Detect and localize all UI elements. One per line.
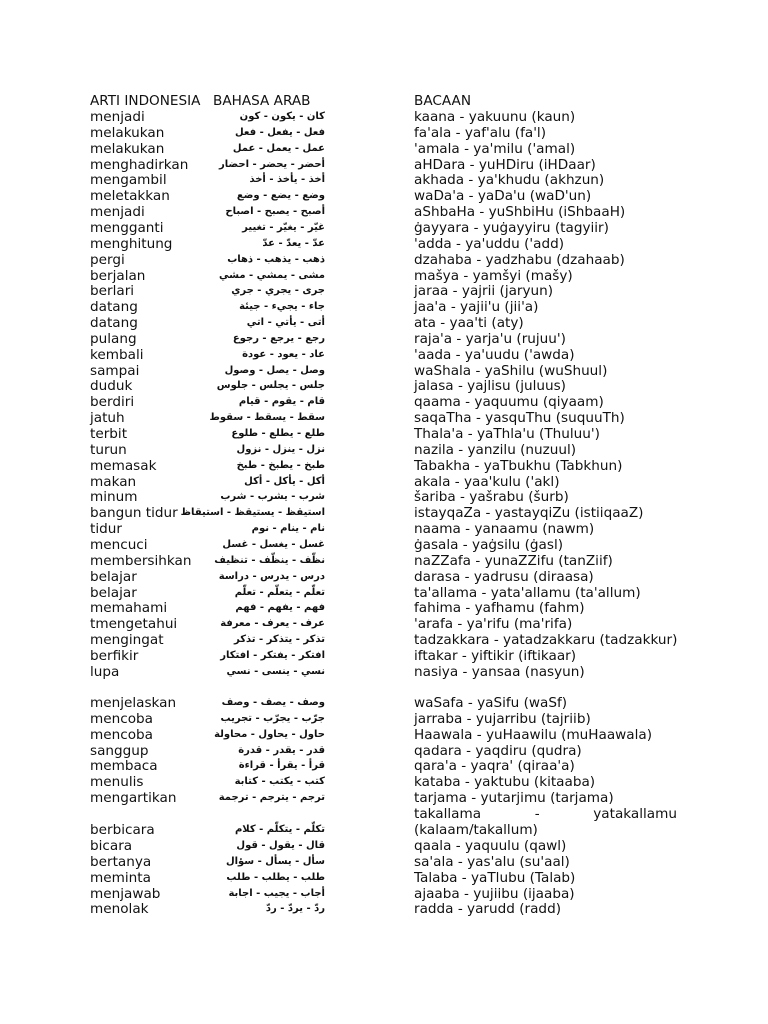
- word-indonesia: sampai: [90, 362, 140, 379]
- word-indonesia: mengganti: [90, 219, 164, 236]
- word-bacaan: ta'allama - yata'allamu (ta'allum): [414, 584, 641, 601]
- word-indonesia: duduk: [90, 378, 133, 395]
- word-arab: وصل - يصل - وصول: [224, 364, 325, 376]
- vocab-row: [0, 458, 768, 474]
- word-bacaan: kataba - yaktubu (kitaaba): [414, 774, 596, 791]
- vocab-row: [0, 157, 768, 173]
- vocab-row: [0, 474, 768, 490]
- word-indonesia: berjalan: [90, 267, 146, 284]
- word-indonesia: terbit: [90, 426, 128, 442]
- vocab-row: [0, 252, 768, 268]
- word-arab: ترجم - يترجم - ترجمة: [218, 792, 325, 804]
- word-bacaan: akhada - ya'khudu (akhzun): [414, 172, 605, 189]
- vocab-row: [0, 569, 768, 585]
- vocab-row: [0, 299, 768, 315]
- word-arab: أكل - يأكل - أكل: [244, 475, 325, 487]
- word-bacaan: ata - yaa'ti (aty): [414, 315, 524, 332]
- word-arab: جاء - يجيء - جيئة: [239, 301, 325, 313]
- word-indonesia: belajar: [90, 568, 137, 585]
- word-bacaan: qadara - yaqdiru (qudra): [414, 742, 582, 759]
- vocab-row: [0, 172, 768, 188]
- word-arab: غسل - يغسل - غسل: [222, 538, 325, 550]
- word-bacaan: ġayyara - yuġayyiru (tagyiir): [414, 219, 609, 236]
- word-indonesia: pergi: [90, 251, 125, 268]
- word-arab: نسي - ينسى - نسي: [226, 665, 325, 677]
- vocab-row: [0, 727, 768, 743]
- word-arab: تكلّم - يتكلّم - كلام: [234, 824, 325, 835]
- vocab-row: [0, 616, 768, 632]
- word-indonesia: mengingat: [90, 632, 164, 649]
- word-indonesia: minum: [90, 489, 138, 506]
- word-indonesia: melakukan: [90, 124, 165, 141]
- word-bacaan: kaana - yakuunu (kaun): [414, 109, 576, 125]
- vocab-row: [0, 758, 768, 774]
- word-indonesia: melakukan: [90, 140, 165, 157]
- word-bacaan: darasa - yadrusu (diraasa): [414, 568, 594, 585]
- vocab-row: [0, 632, 768, 648]
- word-arab: استيقظ - يستيقظ - استيقاظ: [180, 507, 325, 519]
- word-bacaan: fahima - yafhamu (fahm): [414, 600, 585, 617]
- vocab-row: [0, 505, 768, 521]
- word-arab: نزل - ينزل - نزول: [236, 443, 325, 455]
- vocab-row: [0, 109, 768, 125]
- word-bacaan: jarraba - yujarribu (tajriib): [414, 710, 591, 727]
- word-bacaan: nasiya - yansaa (nasyun): [414, 663, 585, 680]
- vocab-row: [0, 870, 768, 886]
- word-arab: عرف - يعرف - معرفة: [220, 618, 325, 630]
- vocab-row: [0, 901, 768, 917]
- word-bacaan: 'aada - ya'uudu ('awda): [414, 346, 575, 363]
- word-indonesia: menjawab: [90, 885, 161, 902]
- word-indonesia: menghitung: [90, 235, 173, 252]
- word-bacaan: naama - yanaamu (nawm): [414, 521, 595, 538]
- word-indonesia: lupa: [90, 663, 120, 680]
- word-arab: تعلّم - يتعلّم - تعلّم: [234, 586, 325, 598]
- word-bacaan: istayqaZa - yastayqiZu (istiiqaaZ): [414, 505, 644, 522]
- bacaan-dash: -: [534, 806, 540, 822]
- vocab-row: [0, 838, 768, 854]
- vocab-row: [0, 521, 768, 537]
- word-indonesia: bicara: [90, 838, 133, 854]
- word-indonesia: membaca: [90, 758, 158, 775]
- word-bacaan: qaama - yaquumu (qiyaam): [414, 394, 604, 411]
- vocab-row: [0, 442, 768, 458]
- vocab-row: [0, 188, 768, 204]
- vocab-row: [0, 220, 768, 236]
- word-indonesia: tidur: [90, 521, 122, 538]
- word-indonesia: meminta: [90, 869, 151, 886]
- word-indonesia: tmengetahui: [90, 616, 178, 633]
- vocab-row: [0, 315, 768, 331]
- word-bacaan: waDa'a - yaDa'u (waD'un): [414, 188, 592, 205]
- word-bacaan: mašya - yamšyi (mašy): [414, 267, 573, 284]
- word-indonesia: berdiri: [90, 394, 135, 411]
- word-bacaan: tarjama - yutarjimu (tarjama): [414, 790, 614, 807]
- word-indonesia: makan: [90, 473, 137, 490]
- word-bacaan: 'adda - ya'uddu ('add): [414, 235, 565, 252]
- word-bacaan: ġasala - yaġsilu (ġasl): [414, 536, 564, 553]
- word-indonesia: berlari: [90, 283, 135, 300]
- word-arab: افتكر - يفتكر - افتكار: [220, 649, 325, 661]
- word-indonesia: mencoba: [90, 710, 153, 727]
- word-indonesia: bangun tidur: [90, 505, 178, 522]
- word-arab: قال - يقول - قول: [236, 840, 325, 851]
- word-indonesia: menjadi: [90, 109, 145, 125]
- word-bacaan-line2: (kalaam/takallum): [414, 822, 538, 838]
- vocab-row: [0, 331, 768, 347]
- word-indonesia: menjadi: [90, 204, 145, 221]
- word-bacaan: jaraa - yajrii (jaryun): [414, 283, 554, 300]
- word-arab: فهم - يفهم - فهم: [235, 602, 325, 614]
- word-bacaan: fa'ala - yaf'alu (fa'l): [414, 124, 547, 141]
- bacaan-part: takallama: [414, 806, 482, 822]
- vocab-row: [0, 806, 768, 838]
- word-arab: سقط - يسقط - سقوط: [209, 412, 325, 424]
- word-arab: طبخ - يطبخ - طبخ: [236, 459, 325, 471]
- word-arab: كتب - يكتب - كتابة: [234, 776, 325, 788]
- vocab-row: [0, 854, 768, 870]
- word-arab: عدّ - يعدّ - عدّ: [262, 237, 325, 249]
- word-arab: قرأ - يقرأ - قراءة: [238, 760, 325, 772]
- header-indonesia: ARTI INDONESIA: [90, 93, 201, 109]
- word-arab: أحضر - يحضر - احضار: [219, 158, 325, 170]
- vocab-row: [0, 711, 768, 727]
- word-arab: أجاب - يجيب - اجابة: [228, 887, 325, 899]
- word-indonesia: pulang: [90, 330, 137, 347]
- word-indonesia: datang: [90, 299, 138, 316]
- word-arab: جرى - يجري - جري: [231, 285, 325, 297]
- vocab-row: [0, 268, 768, 284]
- word-indonesia: menulis: [90, 774, 144, 791]
- word-arab: طلع - يطلع - طلوع: [231, 428, 325, 439]
- word-bacaan: waShala - yaShilu (wuShuul): [414, 362, 608, 379]
- word-indonesia: jatuh: [90, 410, 125, 427]
- word-bacaan: sa'ala - yas'alu (su'aal): [414, 853, 570, 870]
- word-bacaan: ajaaba - yujiibu (ijaaba): [414, 885, 575, 902]
- vocab-row: [0, 695, 768, 711]
- word-bacaan: šariba - yašrabu (šurb): [414, 489, 569, 506]
- word-indonesia: belajar: [90, 584, 137, 601]
- word-bacaan: waSafa - yaSifu (waSf): [414, 695, 568, 711]
- vocab-row: [0, 363, 768, 379]
- word-arab: جرّب - يجرّب - تجريب: [220, 712, 325, 724]
- word-bacaan: jalasa - yajlisu (juluus): [414, 378, 566, 395]
- word-indonesia: memahami: [90, 600, 168, 617]
- word-bacaan: 'arafa - ya'rifu (ma'rifa): [414, 616, 573, 633]
- vocab-row: [0, 426, 768, 442]
- word-indonesia: mengartikan: [90, 790, 177, 807]
- vocab-row: [0, 600, 768, 616]
- word-arab: قدر - يقدر - قدرة: [238, 744, 325, 756]
- vocab-row: [0, 489, 768, 505]
- word-bacaan: tadzakkara - yatadzakkaru (tadzakkur): [414, 632, 678, 649]
- vocab-row: [0, 141, 768, 157]
- word-bacaan: radda - yarudd (radd): [414, 901, 561, 918]
- word-arab: ذهب - يذهب - ذهاب: [227, 253, 325, 265]
- vocab-row: [0, 774, 768, 790]
- word-bacaan: aHDara - yuHDiru (iHDaar): [414, 156, 596, 173]
- vocab-row: [0, 204, 768, 220]
- word-arab: فعل - يفعل - فعل: [235, 126, 325, 138]
- word-arab: غيّر - يغيّر - تغيير: [242, 221, 325, 233]
- word-indonesia: menjelaskan: [90, 695, 177, 711]
- bacaan-part: yatakallamu: [593, 806, 677, 822]
- word-bacaan: nazila - yanzilu (nuzuul): [414, 441, 577, 458]
- header-arab: BAHASA ARAB: [213, 93, 311, 109]
- word-arab: ردّ - يردّ - ردّ: [265, 903, 325, 915]
- word-bacaan: dzahaba - yadzhabu (dzahaab): [414, 251, 625, 268]
- vocab-row: [0, 125, 768, 141]
- word-bacaan: Tabakha - yaTbukhu (Tabkhun): [414, 457, 623, 474]
- word-arab: عاد - يعود - عودة: [242, 348, 325, 360]
- word-bacaan: naZZafa - yunaZZifu (tanZiif): [414, 552, 613, 569]
- word-arab: جلس - يجلس - جلوس: [216, 380, 325, 392]
- vocab-row: [0, 347, 768, 363]
- word-arab: أتى - يأتي - اتي: [246, 317, 325, 329]
- word-indonesia: mencuci: [90, 536, 148, 553]
- word-indonesia: kembali: [90, 346, 144, 363]
- word-indonesia: datang: [90, 315, 138, 332]
- word-indonesia: sanggup: [90, 742, 149, 759]
- word-bacaan: Thala'a - yaThla'u (Thuluu'): [414, 426, 600, 442]
- word-arab: نام - ينام - نوم: [251, 523, 325, 535]
- word-arab: حاول - يحاول - محاولة: [214, 728, 325, 740]
- word-bacaan: iftakar - yiftikir (iftikaar): [414, 647, 577, 664]
- vocab-row: [0, 410, 768, 426]
- vocab-row: [0, 236, 768, 252]
- word-indonesia: membersihkan: [90, 552, 192, 569]
- word-arab: وصف - يصف - وصف: [221, 697, 325, 708]
- word-arab: سأل - يسأل - سؤال: [225, 855, 325, 867]
- word-bacaan: aShbaHa - yuShbiHu (iShbaaH): [414, 204, 626, 221]
- word-arab: تذكر - يتذكر - تذكر: [233, 634, 325, 646]
- vocab-row: [0, 886, 768, 902]
- word-arab: عمل - يعمل - عمل: [232, 142, 325, 154]
- word-indonesia: memasak: [90, 457, 157, 474]
- word-arab: قام - يقوم - قيام: [238, 396, 325, 408]
- word-bacaan-line1: [414, 806, 677, 822]
- word-indonesia: menghadirkan: [90, 156, 189, 173]
- word-indonesia: meletakkan: [90, 188, 170, 205]
- word-arab: نظّف - ينظّف - تنظيف: [214, 554, 325, 566]
- header-row: [0, 93, 768, 109]
- header-bacaan: BACAAN: [414, 93, 472, 109]
- vocab-row: [0, 648, 768, 664]
- vocab-row: [0, 585, 768, 601]
- word-bacaan: 'amala - ya'milu ('amal): [414, 140, 576, 157]
- word-indonesia: berbicara: [90, 822, 155, 838]
- vocab-row: [0, 553, 768, 569]
- vocab-row: [0, 394, 768, 410]
- word-arab: شرب - يشرب - شرب: [220, 491, 325, 503]
- word-arab: درس - يدرس - دراسة: [218, 570, 325, 582]
- word-arab: مشى - يمشي - مشي: [219, 269, 325, 281]
- word-bacaan: akala - yaa'kulu ('akl): [414, 473, 560, 490]
- word-arab: أخذ - يأخذ - أخذ: [249, 174, 325, 186]
- vocab-row: [0, 537, 768, 553]
- vocab-row: [0, 790, 768, 806]
- word-bacaan: qaala - yaquulu (qawl): [414, 838, 567, 854]
- word-indonesia: bertanya: [90, 853, 152, 870]
- vocab-row: [0, 378, 768, 394]
- word-arab: طلب - يطلب - طلب: [226, 871, 325, 883]
- word-bacaan: Haawala - yuHaawilu (muHaawala): [414, 726, 653, 743]
- word-indonesia: turun: [90, 441, 127, 458]
- word-indonesia: menolak: [90, 901, 149, 918]
- word-arab: كان - يكون - كون: [239, 111, 325, 122]
- vocab-row: [0, 743, 768, 759]
- word-arab: وضع - يضع - وضع: [236, 190, 325, 202]
- word-arab: رجع - يرجع - رجوع: [232, 332, 325, 344]
- word-arab: أصبح - يصبح - اصباح: [225, 206, 325, 218]
- word-indonesia: mengambil: [90, 172, 167, 189]
- word-bacaan: saqaTha - yasquThu (suquuTh): [414, 410, 625, 427]
- vocab-row: [0, 283, 768, 299]
- vocab-row: [0, 664, 768, 680]
- word-bacaan: raja'a - yarja'u (rujuu'): [414, 330, 566, 347]
- word-bacaan: qara'a - yaqra' (qiraa'a): [414, 758, 575, 775]
- word-indonesia: berfikir: [90, 647, 139, 664]
- word-bacaan: Talaba - yaTlubu (Talab): [414, 869, 576, 886]
- word-indonesia: mencoba: [90, 726, 153, 743]
- word-bacaan: jaa'a - yajii'u (jii'a): [414, 299, 539, 316]
